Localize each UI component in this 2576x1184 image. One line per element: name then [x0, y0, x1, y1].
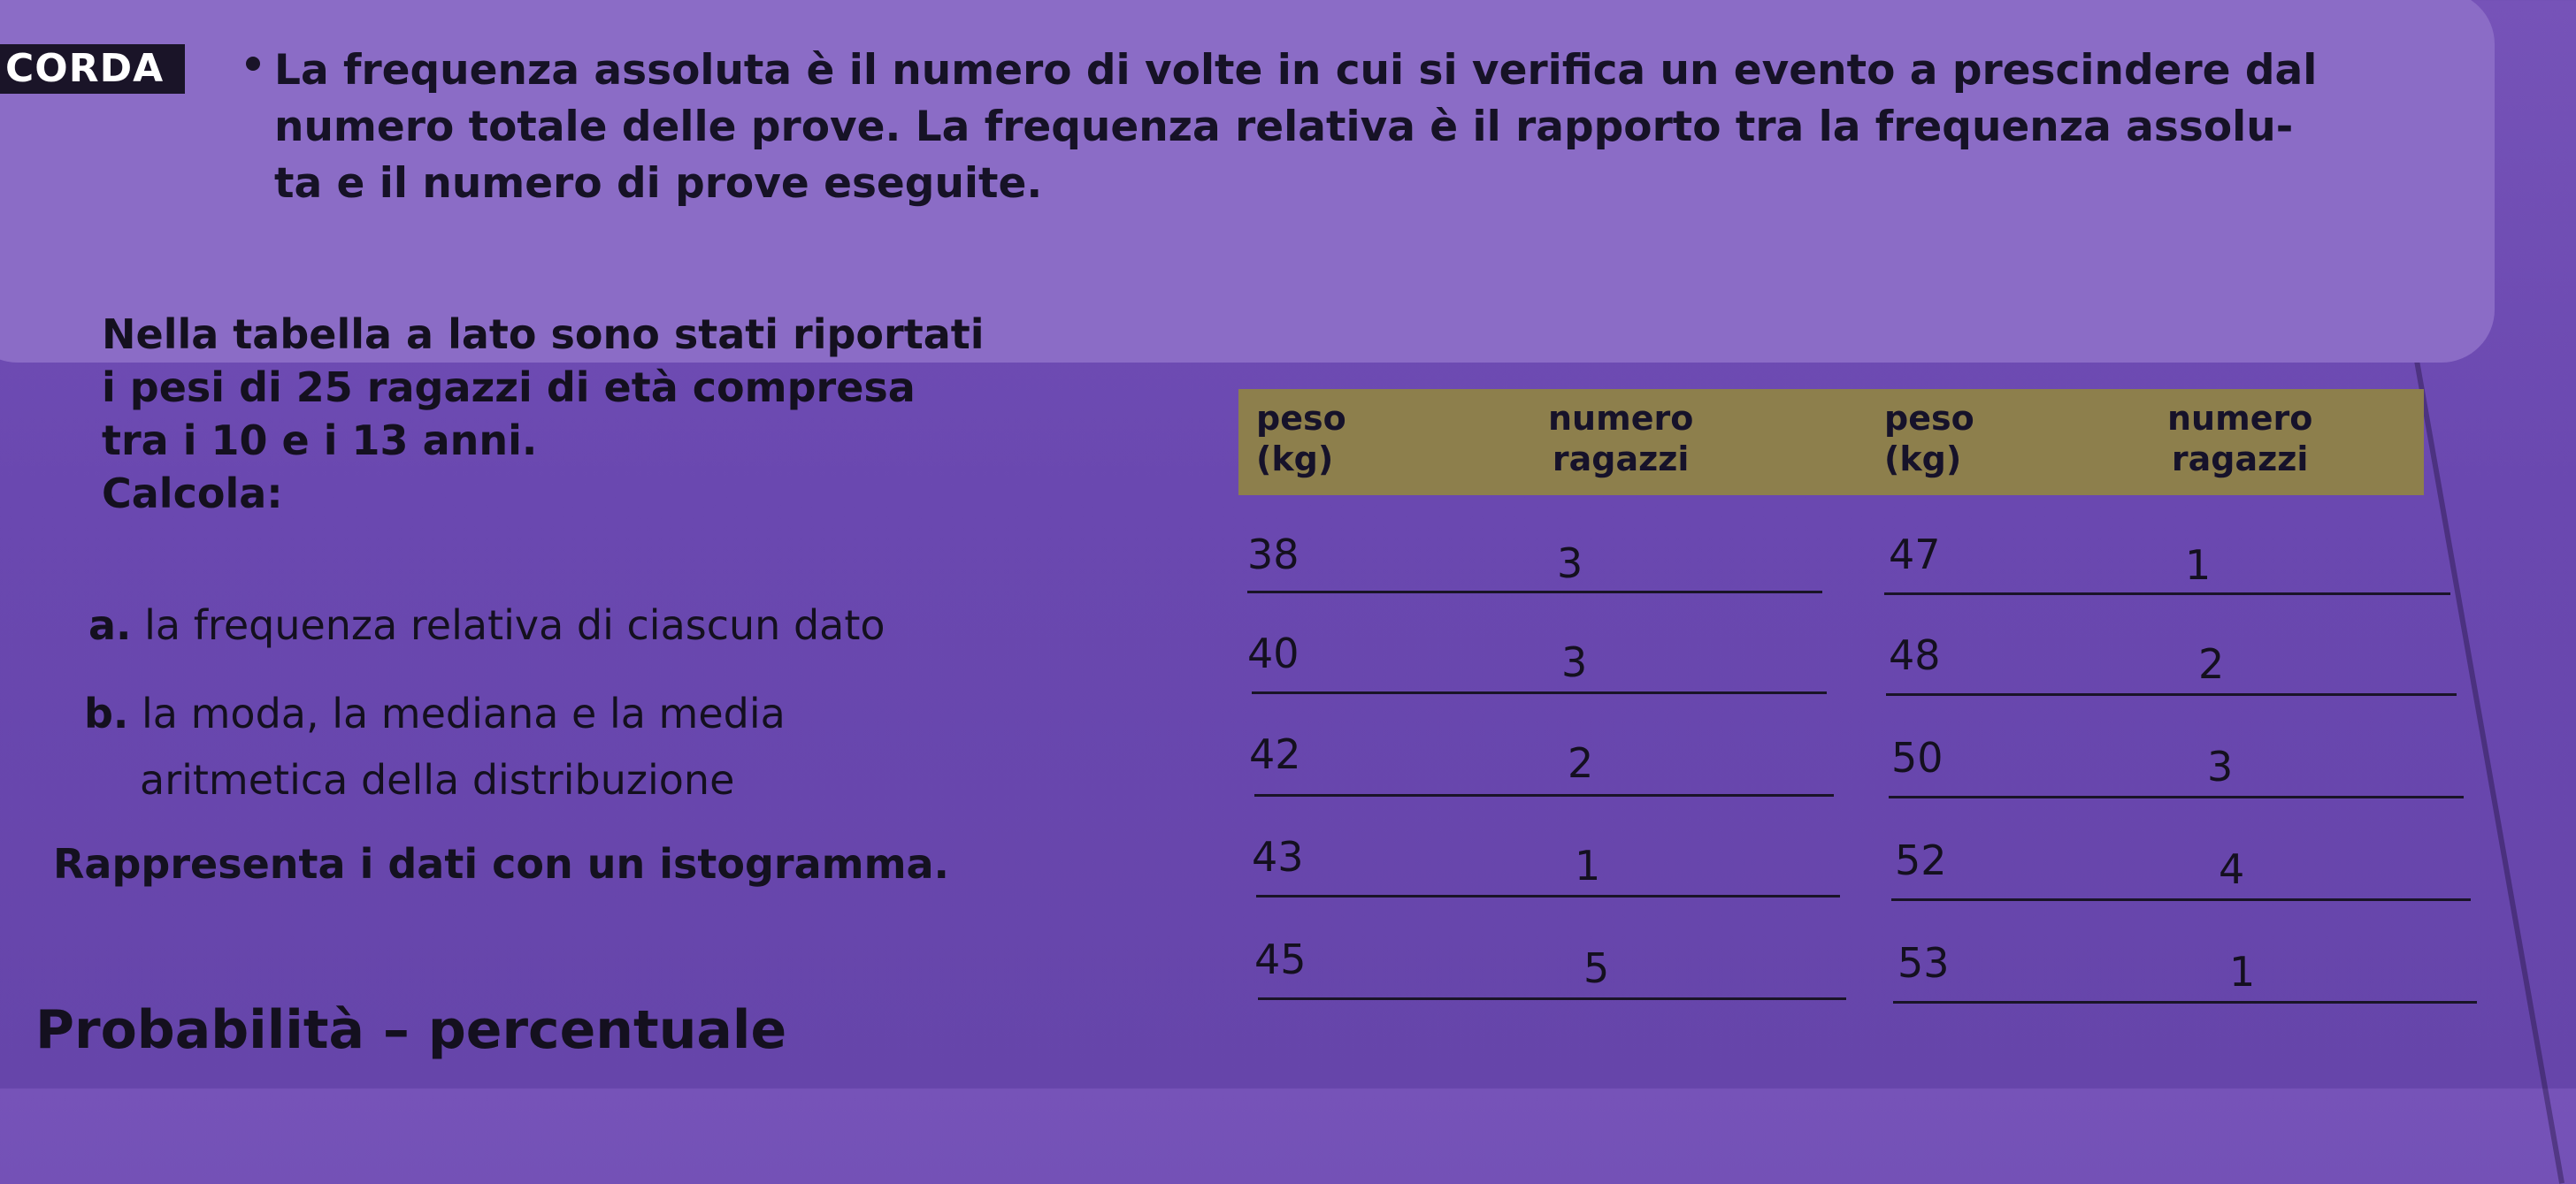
table-cell-peso: 43 — [1252, 833, 1304, 881]
table-cell-peso: 53 — [1898, 939, 1950, 987]
table-cell-peso: 40 — [1247, 630, 1300, 677]
exercise-intro — [102, 308, 1252, 520]
table-cell-numero: 2 — [2198, 640, 2225, 688]
table-cell-numero: 3 — [1557, 539, 1583, 587]
represent-instruction: Rappresenta i dati con un istogramma. — [53, 840, 950, 888]
exercise-line: Nella tabella a lato sono stati riportati — [102, 310, 985, 358]
section-title: Probabilità – percentuale — [35, 999, 787, 1061]
table-cell-numero: 2 — [1568, 739, 1594, 787]
row-divider — [1886, 693, 2457, 696]
recall-text — [274, 42, 2433, 212]
row-divider — [1256, 895, 1840, 898]
table-cell-numero: 1 — [2185, 541, 2212, 589]
recall-line: numero totale delle prove. La frequenza relativa è il rapporto tra la frequenza assolu- — [274, 103, 2294, 151]
row-divider — [1893, 1001, 2477, 1004]
row-divider — [1252, 691, 1827, 694]
row-divider — [1247, 591, 1822, 593]
task-b-continuation: aritmetica della distribuzione — [140, 756, 735, 804]
task-b-letter: b. — [84, 690, 129, 737]
table-cell-peso: 47 — [1889, 531, 1941, 578]
task-b-text: la moda, la mediana e la media — [142, 690, 786, 737]
task-b — [84, 690, 786, 737]
recall-tag: CORDA — [0, 44, 185, 94]
table-cell-numero: 1 — [1575, 842, 1601, 890]
task-a-text: la frequenza relativa di ciascun dato — [144, 601, 886, 649]
exercise-line: tra i 10 e i 13 anni. — [102, 416, 538, 464]
table-cell-peso: 48 — [1889, 631, 1941, 679]
header-numero-right: numero ragazzi — [2167, 399, 2313, 478]
exercise-line: i pesi di 25 ragazzi di età compresa — [102, 363, 916, 411]
task-a — [88, 601, 886, 649]
table-cell-peso: 38 — [1247, 531, 1300, 578]
table-cell-numero: 3 — [2207, 743, 2234, 791]
row-divider — [1884, 592, 2450, 595]
table-cell-numero: 4 — [2219, 845, 2245, 893]
table-cell-peso: 50 — [1891, 734, 1944, 782]
recall-line: ta e il numero di prove eseguite. — [274, 159, 1043, 208]
header-peso-right: peso (kg) — [1884, 399, 1974, 478]
task-a-letter: a. — [88, 601, 132, 649]
table-cell-numero: 1 — [2229, 948, 2256, 996]
row-divider — [1254, 794, 1834, 797]
header-peso-left: peso (kg) — [1256, 399, 1346, 478]
table-cell-numero: 3 — [1561, 638, 1588, 686]
exercise-line: Calcola: — [102, 470, 283, 517]
header-numero-left: numero ragazzi — [1548, 399, 1694, 478]
recall-line: La frequenza assoluta è il numero di volte in cui si verifica un evento a prescindere dal — [274, 46, 2318, 95]
row-divider — [1889, 796, 2464, 798]
row-divider — [1891, 898, 2471, 901]
row-divider — [1258, 997, 1846, 1000]
bullet-icon — [246, 57, 260, 71]
table-cell-peso: 52 — [1895, 836, 1947, 884]
table-cell-peso: 45 — [1254, 936, 1307, 983]
table-cell-peso: 42 — [1249, 730, 1301, 778]
table-cell-numero: 5 — [1583, 944, 1610, 992]
